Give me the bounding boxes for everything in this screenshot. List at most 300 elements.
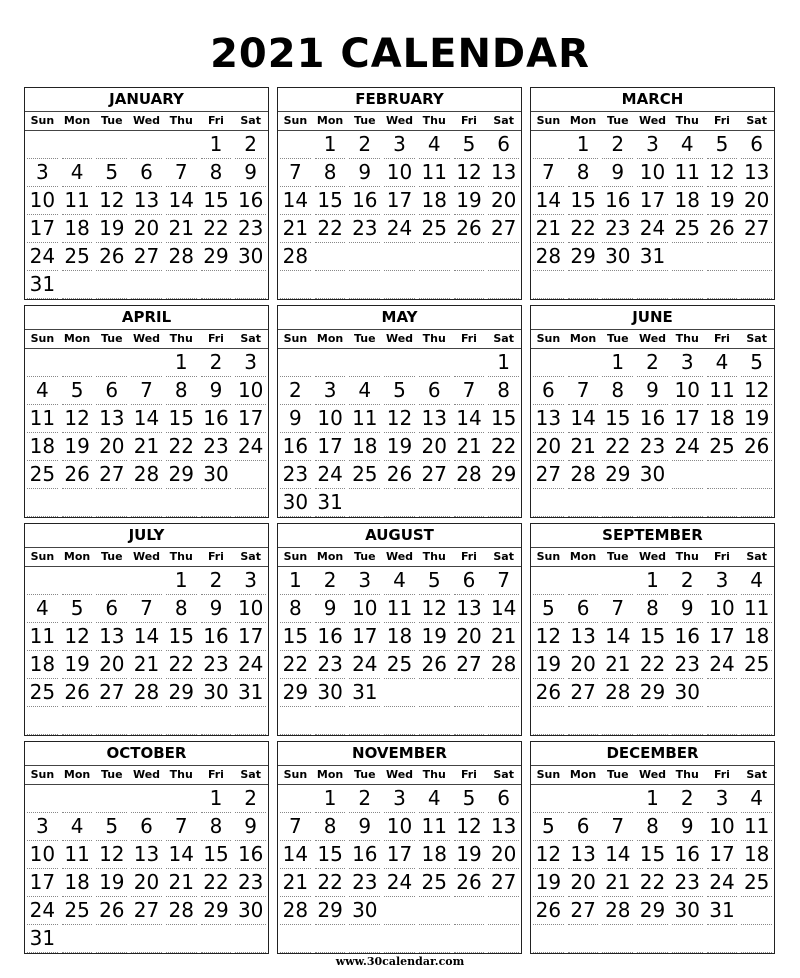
day-cell: 8 bbox=[315, 159, 346, 187]
week-row bbox=[531, 567, 774, 595]
day-cell: 6 bbox=[131, 813, 162, 841]
week-row bbox=[531, 785, 774, 813]
day-cell bbox=[280, 785, 311, 813]
page-title: 2021 CALENDAR bbox=[210, 31, 590, 77]
day-cell bbox=[637, 271, 668, 299]
weekday-label: Sun bbox=[283, 332, 308, 345]
day-cell: 18 bbox=[62, 215, 93, 243]
day-cell: 15 bbox=[637, 623, 668, 651]
day-cell bbox=[672, 271, 703, 299]
week-row bbox=[531, 243, 774, 271]
day-cell bbox=[419, 349, 450, 377]
week-row bbox=[278, 433, 521, 461]
day-cell: 19 bbox=[707, 187, 738, 215]
day-cell: 28 bbox=[488, 651, 519, 679]
day-cell: 10 bbox=[27, 841, 58, 869]
day-cell bbox=[166, 785, 197, 813]
day-cell: 3 bbox=[707, 785, 738, 813]
day-cell: 28 bbox=[533, 243, 564, 271]
day-cell bbox=[533, 785, 564, 813]
day-cell: 27 bbox=[568, 679, 599, 707]
day-cell: 30 bbox=[672, 897, 703, 925]
day-cell: 26 bbox=[62, 679, 93, 707]
day-cell: 17 bbox=[349, 623, 380, 651]
week-row bbox=[25, 349, 268, 377]
week-row bbox=[25, 925, 268, 953]
week-row bbox=[278, 377, 521, 405]
day-cell: 4 bbox=[419, 131, 450, 159]
month-name: FEBRUARY bbox=[278, 88, 521, 112]
day-cell: 27 bbox=[96, 461, 127, 489]
day-cell: 11 bbox=[707, 377, 738, 405]
day-cell bbox=[637, 489, 668, 517]
day-cell: 24 bbox=[707, 869, 738, 897]
week-row bbox=[531, 131, 774, 159]
day-cell: 27 bbox=[568, 897, 599, 925]
day-cell bbox=[419, 679, 450, 707]
weekday-label: Tue bbox=[354, 768, 376, 781]
month-name: APRIL bbox=[25, 306, 268, 330]
day-cell: 14 bbox=[533, 187, 564, 215]
weekday-label: Sun bbox=[283, 550, 308, 563]
day-cell bbox=[488, 925, 519, 953]
day-cell: 4 bbox=[707, 349, 738, 377]
day-cell bbox=[280, 271, 311, 299]
day-cell: 10 bbox=[384, 813, 415, 841]
day-cell: 4 bbox=[62, 159, 93, 187]
day-cell: 15 bbox=[568, 187, 599, 215]
day-cell: 26 bbox=[454, 869, 485, 897]
day-cell bbox=[384, 707, 415, 735]
day-cell: 22 bbox=[166, 433, 197, 461]
day-cell: 20 bbox=[488, 187, 519, 215]
day-cell: 16 bbox=[201, 405, 232, 433]
day-cell: 20 bbox=[488, 841, 519, 869]
weekday-header bbox=[25, 548, 268, 567]
day-cell bbox=[741, 243, 772, 271]
day-cell bbox=[454, 243, 485, 271]
day-cell: 5 bbox=[707, 131, 738, 159]
day-cell bbox=[384, 349, 415, 377]
day-cell: 16 bbox=[672, 623, 703, 651]
day-cell: 16 bbox=[349, 187, 380, 215]
week-row bbox=[278, 271, 521, 299]
weekday-label: Sat bbox=[746, 114, 767, 127]
day-cell: 2 bbox=[672, 785, 703, 813]
day-cell bbox=[280, 707, 311, 735]
day-cell: 17 bbox=[672, 405, 703, 433]
day-cell: 20 bbox=[131, 215, 162, 243]
day-cell: 29 bbox=[602, 461, 633, 489]
week-row bbox=[25, 707, 268, 735]
day-cell: 24 bbox=[27, 243, 58, 271]
day-cell: 24 bbox=[349, 651, 380, 679]
day-cell: 23 bbox=[201, 433, 232, 461]
day-cell: 4 bbox=[27, 377, 58, 405]
weekday-label: Thu bbox=[675, 114, 699, 127]
day-cell: 15 bbox=[166, 623, 197, 651]
weekday-label: Tue bbox=[354, 550, 376, 563]
day-cell: 14 bbox=[166, 187, 197, 215]
month-october bbox=[24, 741, 269, 954]
day-cell: 6 bbox=[419, 377, 450, 405]
day-cell bbox=[672, 461, 703, 489]
day-cell bbox=[27, 131, 58, 159]
day-cell: 26 bbox=[62, 461, 93, 489]
day-cell: 15 bbox=[488, 405, 519, 433]
weekday-label: Sun bbox=[536, 332, 561, 345]
day-cell: 29 bbox=[315, 897, 346, 925]
day-cell bbox=[349, 243, 380, 271]
day-cell bbox=[166, 489, 197, 517]
day-cell: 1 bbox=[315, 785, 346, 813]
day-cell bbox=[96, 785, 127, 813]
day-cell bbox=[602, 567, 633, 595]
day-cell: 23 bbox=[637, 433, 668, 461]
day-cell: 2 bbox=[349, 785, 380, 813]
day-cell: 27 bbox=[533, 461, 564, 489]
day-cell: 31 bbox=[235, 679, 266, 707]
day-cell bbox=[384, 925, 415, 953]
week-row bbox=[531, 925, 774, 953]
weekday-label: Wed bbox=[385, 114, 414, 127]
day-cell: 24 bbox=[384, 215, 415, 243]
day-cell: 8 bbox=[568, 159, 599, 187]
weekday-header bbox=[25, 766, 268, 785]
weekday-label: Fri bbox=[207, 332, 224, 345]
weekday-label: Thu bbox=[169, 550, 193, 563]
day-cell: 23 bbox=[349, 215, 380, 243]
day-cell: 11 bbox=[672, 159, 703, 187]
day-cell bbox=[533, 131, 564, 159]
day-cell bbox=[131, 489, 162, 517]
day-cell: 29 bbox=[280, 679, 311, 707]
month-name: JANUARY bbox=[25, 88, 268, 112]
day-cell: 31 bbox=[349, 679, 380, 707]
day-cell: 28 bbox=[166, 243, 197, 271]
day-cell bbox=[131, 131, 162, 159]
weekday-label: Wed bbox=[132, 768, 161, 781]
day-cell bbox=[384, 679, 415, 707]
day-cell bbox=[707, 243, 738, 271]
day-cell: 23 bbox=[201, 651, 232, 679]
day-cell: 22 bbox=[488, 433, 519, 461]
day-cell: 14 bbox=[131, 623, 162, 651]
month-name: AUGUST bbox=[278, 524, 521, 548]
weekday-label: Fri bbox=[207, 768, 224, 781]
day-cell: 21 bbox=[602, 651, 633, 679]
weekday-label: Thu bbox=[675, 768, 699, 781]
day-cell: 22 bbox=[602, 433, 633, 461]
weekday-label: Sat bbox=[240, 768, 261, 781]
day-cell bbox=[707, 679, 738, 707]
weekday-label: Wed bbox=[132, 332, 161, 345]
day-cell: 6 bbox=[96, 595, 127, 623]
weekday-label: Thu bbox=[169, 768, 193, 781]
day-cell: 28 bbox=[280, 897, 311, 925]
day-cell bbox=[201, 489, 232, 517]
day-cell: 12 bbox=[454, 813, 485, 841]
day-cell bbox=[707, 461, 738, 489]
day-cell bbox=[315, 271, 346, 299]
day-cell: 19 bbox=[741, 405, 772, 433]
day-cell: 1 bbox=[166, 349, 197, 377]
day-cell: 27 bbox=[131, 243, 162, 271]
day-cell: 27 bbox=[488, 869, 519, 897]
day-cell: 16 bbox=[280, 433, 311, 461]
day-cell bbox=[96, 131, 127, 159]
day-cell: 22 bbox=[166, 651, 197, 679]
day-cell: 28 bbox=[602, 679, 633, 707]
month-name: JUNE bbox=[531, 306, 774, 330]
day-cell: 16 bbox=[602, 187, 633, 215]
day-cell: 17 bbox=[384, 187, 415, 215]
day-cell: 5 bbox=[419, 567, 450, 595]
day-cell: 13 bbox=[96, 623, 127, 651]
week-row bbox=[531, 679, 774, 707]
week-row bbox=[531, 841, 774, 869]
day-cell: 22 bbox=[201, 215, 232, 243]
day-cell: 11 bbox=[62, 187, 93, 215]
day-cell: 26 bbox=[707, 215, 738, 243]
day-cell bbox=[62, 785, 93, 813]
day-cell bbox=[235, 707, 266, 735]
day-cell: 9 bbox=[235, 813, 266, 841]
day-cell: 14 bbox=[131, 405, 162, 433]
day-cell bbox=[131, 271, 162, 299]
day-cell: 4 bbox=[62, 813, 93, 841]
day-cell: 18 bbox=[672, 187, 703, 215]
day-cell: 18 bbox=[741, 841, 772, 869]
week-row bbox=[278, 595, 521, 623]
weekday-label: Wed bbox=[638, 332, 667, 345]
day-cell: 9 bbox=[672, 595, 703, 623]
day-cell: 19 bbox=[62, 433, 93, 461]
weekday-label: Sat bbox=[240, 114, 261, 127]
weekday-label: Tue bbox=[607, 332, 629, 345]
day-cell bbox=[533, 489, 564, 517]
day-cell: 25 bbox=[62, 243, 93, 271]
day-cell bbox=[315, 349, 346, 377]
week-row bbox=[278, 707, 521, 735]
month-june bbox=[530, 305, 775, 518]
day-cell: 7 bbox=[280, 159, 311, 187]
day-cell: 2 bbox=[637, 349, 668, 377]
footer-url[interactable]: www.30calendar.com bbox=[335, 955, 465, 968]
day-cell: 2 bbox=[672, 567, 703, 595]
day-cell: 8 bbox=[166, 595, 197, 623]
day-cell: 30 bbox=[315, 679, 346, 707]
day-cell: 3 bbox=[384, 131, 415, 159]
weekday-label: Sat bbox=[746, 768, 767, 781]
day-cell: 17 bbox=[637, 187, 668, 215]
day-cell: 24 bbox=[27, 897, 58, 925]
day-cell bbox=[741, 489, 772, 517]
week-row bbox=[25, 405, 268, 433]
day-cell bbox=[96, 489, 127, 517]
day-cell bbox=[454, 707, 485, 735]
day-cell: 6 bbox=[741, 131, 772, 159]
weekday-label: Sat bbox=[746, 332, 767, 345]
weekday-label: Mon bbox=[63, 550, 91, 563]
day-cell bbox=[384, 489, 415, 517]
week-row bbox=[25, 679, 268, 707]
day-cell: 29 bbox=[637, 679, 668, 707]
day-cell bbox=[488, 679, 519, 707]
month-name: JULY bbox=[25, 524, 268, 548]
day-cell bbox=[602, 707, 633, 735]
day-cell bbox=[384, 243, 415, 271]
day-cell: 11 bbox=[27, 405, 58, 433]
month-name: DECEMBER bbox=[531, 742, 774, 766]
day-cell: 26 bbox=[96, 243, 127, 271]
day-cell: 10 bbox=[637, 159, 668, 187]
day-cell: 12 bbox=[533, 841, 564, 869]
day-cell: 20 bbox=[96, 651, 127, 679]
day-cell: 29 bbox=[488, 461, 519, 489]
week-row bbox=[25, 841, 268, 869]
day-cell bbox=[235, 489, 266, 517]
day-cell bbox=[131, 567, 162, 595]
day-cell: 19 bbox=[96, 215, 127, 243]
day-cell bbox=[568, 925, 599, 953]
day-cell: 21 bbox=[454, 433, 485, 461]
day-cell: 14 bbox=[166, 841, 197, 869]
day-cell: 1 bbox=[201, 131, 232, 159]
week-row bbox=[531, 377, 774, 405]
week-row bbox=[531, 897, 774, 925]
day-cell: 16 bbox=[672, 841, 703, 869]
day-cell: 4 bbox=[27, 595, 58, 623]
week-row bbox=[531, 595, 774, 623]
week-row bbox=[278, 131, 521, 159]
month-august bbox=[277, 523, 522, 736]
week-row bbox=[25, 243, 268, 271]
day-cell: 6 bbox=[131, 159, 162, 187]
day-cell: 21 bbox=[533, 215, 564, 243]
week-row bbox=[278, 841, 521, 869]
day-cell: 16 bbox=[235, 841, 266, 869]
day-cell bbox=[741, 271, 772, 299]
week-row bbox=[531, 187, 774, 215]
day-cell bbox=[568, 707, 599, 735]
day-cell bbox=[62, 349, 93, 377]
day-cell bbox=[419, 925, 450, 953]
day-cell: 27 bbox=[454, 651, 485, 679]
day-cell bbox=[533, 271, 564, 299]
day-cell bbox=[96, 349, 127, 377]
day-cell: 14 bbox=[602, 841, 633, 869]
day-cell bbox=[637, 707, 668, 735]
day-cell: 24 bbox=[384, 869, 415, 897]
day-cell bbox=[235, 271, 266, 299]
day-cell: 18 bbox=[741, 623, 772, 651]
day-cell: 1 bbox=[637, 785, 668, 813]
day-cell bbox=[488, 271, 519, 299]
day-cell: 5 bbox=[533, 595, 564, 623]
day-cell: 3 bbox=[315, 377, 346, 405]
weekday-label: Thu bbox=[422, 768, 446, 781]
day-cell: 1 bbox=[166, 567, 197, 595]
day-cell: 27 bbox=[488, 215, 519, 243]
day-cell: 28 bbox=[131, 461, 162, 489]
weekday-header bbox=[278, 112, 521, 131]
day-cell bbox=[741, 897, 772, 925]
day-cell: 1 bbox=[280, 567, 311, 595]
day-cell bbox=[96, 925, 127, 953]
day-cell: 20 bbox=[454, 623, 485, 651]
month-name: MARCH bbox=[531, 88, 774, 112]
week-row bbox=[531, 405, 774, 433]
weekday-label: Mon bbox=[569, 332, 597, 345]
day-cell bbox=[454, 489, 485, 517]
week-row bbox=[25, 623, 268, 651]
week-row bbox=[278, 813, 521, 841]
day-cell: 23 bbox=[602, 215, 633, 243]
weekday-header bbox=[25, 330, 268, 349]
week-row bbox=[278, 349, 521, 377]
day-cell: 26 bbox=[533, 897, 564, 925]
week-row bbox=[278, 679, 521, 707]
day-cell bbox=[602, 271, 633, 299]
day-cell: 6 bbox=[96, 377, 127, 405]
day-cell bbox=[454, 679, 485, 707]
day-cell: 26 bbox=[454, 215, 485, 243]
weekday-label: Tue bbox=[607, 550, 629, 563]
day-cell bbox=[166, 707, 197, 735]
day-cell: 17 bbox=[27, 869, 58, 897]
week-row bbox=[531, 271, 774, 299]
day-cell: 26 bbox=[741, 433, 772, 461]
week-row bbox=[278, 623, 521, 651]
day-cell: 22 bbox=[315, 215, 346, 243]
week-row bbox=[278, 897, 521, 925]
month-may bbox=[277, 305, 522, 518]
day-cell: 10 bbox=[707, 595, 738, 623]
day-cell: 16 bbox=[201, 623, 232, 651]
weekday-label: Mon bbox=[316, 332, 344, 345]
weekday-label: Wed bbox=[385, 332, 414, 345]
weekday-label: Sat bbox=[746, 550, 767, 563]
day-cell bbox=[419, 707, 450, 735]
month-september bbox=[530, 523, 775, 736]
month-march bbox=[530, 87, 775, 300]
day-cell bbox=[27, 489, 58, 517]
week-row bbox=[531, 433, 774, 461]
day-cell: 23 bbox=[672, 651, 703, 679]
day-cell: 3 bbox=[384, 785, 415, 813]
weekday-label: Wed bbox=[132, 550, 161, 563]
day-cell: 2 bbox=[602, 131, 633, 159]
day-cell: 15 bbox=[166, 405, 197, 433]
week-row bbox=[25, 595, 268, 623]
day-cell bbox=[131, 349, 162, 377]
day-cell: 15 bbox=[201, 187, 232, 215]
day-cell: 3 bbox=[672, 349, 703, 377]
day-cell bbox=[419, 271, 450, 299]
day-cell: 21 bbox=[131, 651, 162, 679]
day-cell bbox=[454, 925, 485, 953]
week-row bbox=[531, 215, 774, 243]
week-row bbox=[25, 489, 268, 517]
day-cell: 1 bbox=[568, 131, 599, 159]
weekday-label: Sun bbox=[536, 550, 561, 563]
day-cell bbox=[672, 489, 703, 517]
day-cell bbox=[27, 707, 58, 735]
day-cell: 7 bbox=[280, 813, 311, 841]
day-cell bbox=[384, 897, 415, 925]
day-cell bbox=[96, 271, 127, 299]
